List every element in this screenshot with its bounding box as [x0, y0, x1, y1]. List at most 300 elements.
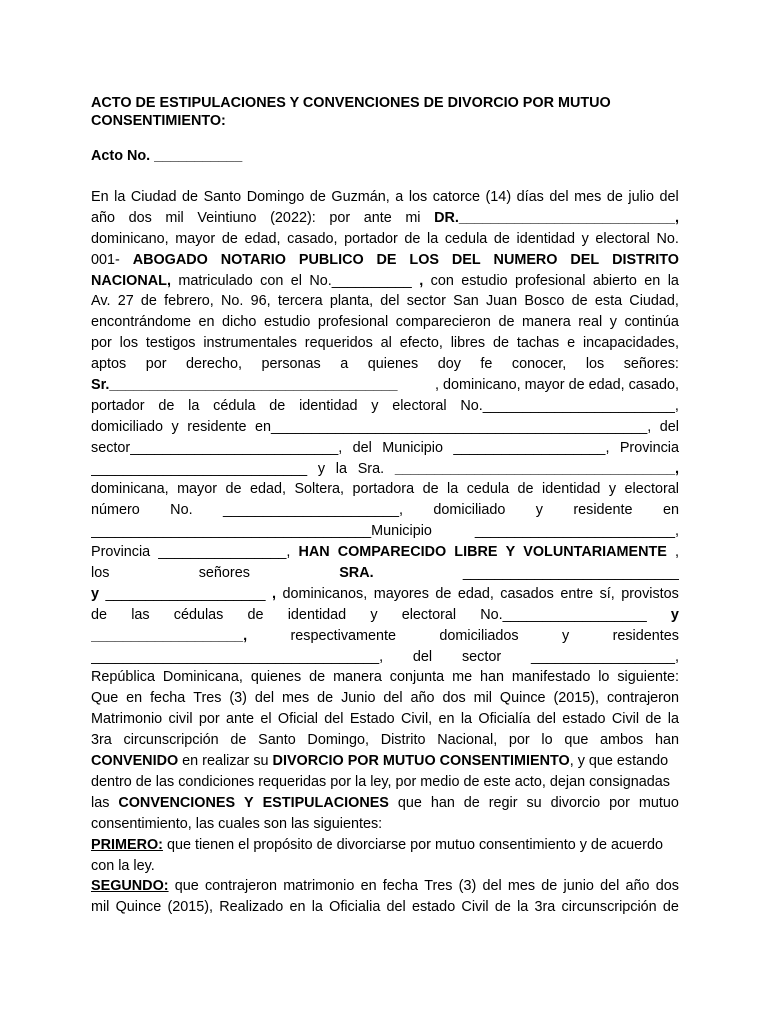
text-run: manera: [333, 669, 382, 686]
text-run: lo: [541, 732, 553, 749]
text-run: la: [667, 711, 679, 728]
text-run: aptos: [91, 356, 127, 373]
text-run: Y: [244, 794, 254, 811]
text-run: y: [171, 418, 179, 435]
text-run: domiciliado: [91, 418, 163, 435]
text-run: que: [397, 794, 422, 811]
text-run: (2015),: [553, 690, 600, 707]
text-run: En: [91, 189, 109, 205]
text-run: NUMERO: [493, 251, 558, 268]
text-run: No.: [170, 502, 193, 519]
text-run: las: [131, 606, 150, 623]
text-run: Guzmán,: [331, 189, 390, 205]
text-run: mutuo: [638, 794, 679, 811]
text-run: mayor: [177, 481, 218, 498]
text-run: estudio: [263, 314, 311, 331]
text-run: en realizar su: [178, 753, 273, 770]
text-run: con: [260, 272, 284, 289]
text-run: casado,: [287, 230, 338, 247]
text-run: San: [453, 293, 479, 310]
text-run: mes: [574, 189, 602, 205]
text-run: por: [145, 356, 167, 373]
text-run: residentes: [612, 627, 679, 644]
text-run: de: [91, 606, 108, 623]
text-line: [91, 417, 679, 438]
text-run: edad,: [244, 230, 281, 247]
text-run: divorcio: [550, 794, 601, 811]
text-run: por: [508, 732, 530, 749]
text-run: que: [564, 732, 589, 749]
text-run: la: [188, 397, 200, 414]
text-line: [91, 187, 679, 208]
text-run: derecho,: [186, 356, 243, 373]
text-run: la: [335, 460, 347, 477]
text-line: [91, 835, 679, 856]
text-run: COMPARECIDO: [337, 544, 447, 561]
text-run: regir: [488, 794, 518, 811]
text-run: LIBRE: [454, 544, 498, 561]
text-run: mil: [91, 899, 110, 916]
text-run: del: [383, 690, 403, 707]
text-run: electoral: [595, 230, 650, 247]
text-run: febrero,: [164, 293, 214, 310]
text-run: identidad: [542, 481, 601, 498]
text-line: [91, 459, 679, 480]
text-run: 3ra: [534, 899, 556, 916]
text-run: del: [352, 439, 372, 456]
text-run: Domingo: [246, 189, 305, 205]
text-run: planta,: [329, 293, 374, 310]
text-run: (2022):: [270, 209, 316, 226]
text-run: comparecieron: [395, 314, 491, 331]
text-run: y: [608, 481, 617, 498]
text-run: DIVORCIO POR MUTUO CONSENTIMIENTO: [272, 753, 570, 770]
text-run: manifestado: [511, 669, 591, 686]
text-run: respectivamente: [290, 627, 397, 644]
text-run: instrumentales: [203, 335, 297, 352]
text-line: [91, 375, 679, 396]
text-run: en: [438, 711, 455, 728]
text-run: del: [324, 711, 344, 728]
document-body: [91, 187, 679, 918]
text-run: mil: [473, 690, 492, 707]
text-run: provistos: [621, 585, 679, 602]
text-run: de: [230, 732, 247, 749]
text-line: [91, 333, 679, 354]
text-run: mes: [507, 878, 536, 895]
text-run: Quince: [499, 690, 546, 707]
text-line: [91, 438, 679, 459]
text-line: [91, 291, 679, 312]
text-run: sector: [406, 293, 446, 310]
text-run: 27: [117, 293, 134, 310]
text-run: domiciliados: [439, 627, 519, 644]
text-run: estudio: [461, 272, 508, 289]
text-run: y: [535, 502, 543, 519]
text-run: Sra.: [357, 460, 385, 477]
text-run: quienes: [250, 669, 302, 686]
text-run: con la ley.: [91, 857, 155, 874]
text-run: el: [290, 272, 302, 289]
text-run: ante: [226, 711, 255, 728]
text-run: personas: [261, 356, 321, 373]
text-run: Oficialia: [329, 899, 381, 916]
text-run: ___________________,: [453, 439, 610, 456]
text-line: [91, 876, 679, 897]
text-run: al: [380, 335, 392, 352]
text-run: y: [581, 230, 589, 247]
text-run: ___________________________: [462, 565, 679, 582]
text-run: estado: [562, 711, 606, 728]
text-run: Quince: [115, 899, 162, 916]
text-run: y: [317, 460, 326, 477]
text-run: dos: [442, 690, 466, 707]
text-run: de: [571, 293, 588, 310]
text-run: Estado: [349, 711, 395, 728]
text-run: a: [340, 356, 349, 373]
text-run: dos: [128, 209, 152, 226]
text-run: los: [408, 189, 428, 205]
text-run: DEL: [570, 251, 600, 268]
text-run: de: [541, 878, 558, 895]
text-run: portador: [344, 230, 398, 247]
text-run: y: [370, 606, 378, 623]
text-run: abierto: [592, 272, 637, 289]
text-run: residente: [187, 418, 247, 435]
text-run: profesional: [317, 314, 389, 331]
text-run: del: [549, 189, 569, 205]
text-line: [91, 647, 679, 668]
text-run: No.________________________,: [460, 397, 679, 414]
text-run: del: [600, 878, 620, 895]
text-run: en: [126, 690, 143, 707]
text-run: electoral: [392, 397, 447, 414]
text-run: dominicanos,: [282, 585, 368, 602]
text-run: días: [516, 189, 544, 205]
text-line: [91, 563, 679, 584]
text-run: contrajeron: [606, 690, 679, 707]
text-run: NOTARIO: [220, 251, 287, 268]
text-run: edad,: [457, 585, 494, 602]
text-run: Av.: [91, 293, 111, 310]
text-run: e: [567, 335, 576, 352]
text-run: de: [158, 397, 175, 414]
text-run: cedula: [444, 230, 488, 247]
text-run: la: [447, 481, 459, 498]
text-run: Santo: [258, 732, 296, 749]
text-run: ___________________________________Municipio: [91, 523, 432, 540]
text-run: matriculado: [178, 272, 253, 289]
text-run: por: [329, 209, 351, 226]
text-run: me: [452, 669, 473, 686]
text-run: Santo: [203, 189, 242, 205]
text-run: de: [309, 669, 326, 686]
text-run: fe: [480, 356, 493, 373]
text-run: CONVENIDO: [91, 753, 179, 770]
text-run: ambos: [600, 732, 644, 749]
text-run: No.: [220, 293, 244, 310]
text-run: de: [225, 481, 242, 498]
text-run: de: [435, 585, 452, 602]
text-run: Oficial: [277, 711, 318, 728]
text-run: de: [309, 189, 326, 205]
text-line: [91, 354, 679, 375]
text-run: del: [482, 878, 502, 895]
text-run: _________________________,: [474, 523, 679, 540]
text-run: la: [517, 899, 529, 916]
text-run: profesional: [515, 272, 586, 289]
text-line: [91, 793, 679, 814]
text-run: Juan: [485, 293, 518, 310]
text-run: han: [430, 794, 455, 811]
text-line: [91, 229, 679, 250]
text-run: de: [317, 690, 334, 707]
text-run: fecha: [150, 690, 186, 707]
text-run: conjunta: [389, 669, 445, 686]
text-line: [91, 521, 679, 542]
text-run: año: [625, 878, 650, 895]
text-run: Matrimonio: [91, 711, 163, 728]
text-run: contrajeron: [204, 878, 277, 895]
text-run: No.__________: [309, 272, 412, 289]
text-run: Tres: [424, 878, 453, 895]
text-run: conocer,: [511, 356, 567, 373]
text-run: la: [427, 230, 439, 247]
text-run: junio: [563, 878, 594, 895]
text-run: (3): [458, 878, 477, 895]
text-run: SEGUNDO:: [91, 878, 169, 895]
text-run: Municipio: [382, 439, 444, 456]
text-run: de: [662, 899, 679, 916]
text-run: Ciudad,: [629, 293, 679, 310]
text-run: doy: [437, 356, 461, 373]
text-line: [91, 312, 679, 333]
text-run: por: [91, 335, 112, 352]
text-run: Civil: [461, 899, 489, 916]
text-run: Ciudad: [130, 189, 177, 205]
text-run: Tres: [193, 690, 222, 707]
text-run: 96,: [250, 293, 271, 310]
text-run: encontrándome: [91, 314, 192, 331]
text-run: por: [609, 794, 630, 811]
text-run: por: [198, 711, 220, 728]
text-run: portadora: [352, 481, 415, 498]
text-line: [91, 605, 679, 626]
text-run: y: [670, 606, 679, 623]
text-run: PUBLICO: [298, 251, 364, 268]
text-run: esta: [594, 293, 623, 310]
text-line: [91, 751, 679, 772]
text-run: electoral: [624, 481, 679, 498]
text-run: en: [198, 314, 215, 331]
text-run: en: [360, 878, 377, 895]
text-run: casados: [500, 585, 554, 602]
text-run: dicho: [222, 314, 257, 331]
text-run: Oficialía: [478, 711, 531, 728]
text-run: con: [430, 272, 454, 289]
text-line: [91, 688, 679, 709]
text-run: Provincia: [91, 544, 151, 561]
text-run: que: [174, 878, 199, 895]
text-run: julio: [628, 189, 654, 205]
text-run: en_______________________________________________,: [255, 418, 652, 435]
text-run: Veintiuno: [197, 209, 257, 226]
text-run: señores:: [623, 356, 679, 373]
text-run: año: [91, 209, 116, 226]
text-run: año: [410, 690, 435, 707]
text-run: Que: [91, 690, 119, 707]
text-line: [91, 730, 679, 751]
text-run: VOLUNTARIAMENTE: [523, 544, 667, 561]
text-run: de: [606, 189, 623, 205]
text-run: de: [422, 481, 439, 498]
text-run: de: [492, 335, 509, 352]
text-run: del: [659, 189, 679, 205]
text-run: en: [644, 272, 661, 289]
text-run: ________________,: [158, 544, 291, 561]
text-run: consentimiento, las cuales son las siguientes:: [91, 815, 383, 832]
text-run: estado: [411, 899, 456, 916]
text-run: Bosco: [524, 293, 565, 310]
text-run: 3ra: [91, 732, 112, 749]
text-run: ___________________________: [91, 460, 308, 477]
text-run: identidad: [287, 606, 347, 623]
text-run: cédulas: [173, 606, 224, 623]
text-run: de: [498, 314, 515, 331]
text-run: los: [585, 356, 605, 373]
text-run: fecha: [382, 878, 419, 895]
document-title: ACTO DE ESTIPULACIONES Y CONVENCIONES DE DIVORCIO POR MUTUO CONSENTIMIENTO:: [91, 95, 611, 129]
text-run: mayor: [175, 230, 216, 247]
text-run: su: [526, 794, 542, 811]
text-line: [91, 856, 679, 877]
text-run: continúa: [624, 314, 679, 331]
text-run: del: [412, 648, 433, 665]
text-run: sector: [461, 648, 502, 665]
text-run: y: [561, 627, 570, 644]
text-run: mes: [282, 690, 310, 707]
text-run: CONVENCIONES: [118, 794, 236, 811]
text-run: entre: [560, 585, 594, 602]
text-run: DR.___________________________,: [434, 209, 679, 226]
text-line: [91, 667, 679, 688]
text-run: han: [480, 669, 505, 686]
text-run: ,: [272, 585, 276, 602]
text-run: Nacional,: [437, 732, 498, 749]
text-run: manera: [521, 314, 571, 331]
text-run: LOS: [409, 251, 439, 268]
text-run: (2015),: [167, 899, 214, 916]
text-line: [91, 271, 679, 292]
text-run: número: [91, 502, 140, 519]
text-run: Civil: [611, 711, 640, 728]
text-run: circunscripción: [123, 732, 219, 749]
text-run: los: [91, 565, 110, 582]
text-run: electoral: [401, 606, 457, 623]
text-run: ___________________________________,: [394, 460, 679, 477]
text-run: quienes: [367, 356, 419, 373]
text-run: dentro de las condiciones requeridas por la ley, por medio de este acto, dejan consignadas: [91, 773, 670, 790]
text-run: lo: [598, 669, 610, 686]
text-run: cédula: [213, 397, 256, 414]
text-run: testigos: [145, 335, 196, 352]
text-line: [91, 396, 679, 417]
text-run: ,: [675, 544, 679, 561]
text-line: [91, 709, 679, 730]
text-run: del: [386, 899, 406, 916]
text-run: de: [463, 794, 480, 811]
text-run: circunscripción: [561, 899, 657, 916]
text-run: Sr.____________________________________: [91, 377, 398, 394]
text-line: [91, 479, 679, 500]
text-line: [91, 250, 679, 271]
text-run: __________________,: [530, 648, 679, 665]
text-run: NACIONAL,: [91, 272, 171, 289]
text-run: de: [269, 397, 286, 414]
text-run: HAN: [298, 544, 330, 561]
text-run: libres: [450, 335, 486, 352]
text-run: ,: [419, 272, 424, 289]
text-run: edad,: [249, 481, 286, 498]
text-run: que tienen el propósito de divorciarse por mutuo consentimiento y de acuerdo: [162, 836, 663, 853]
text-run: de: [247, 606, 264, 623]
text-run: SRA.: [339, 565, 374, 582]
text-run: a: [395, 189, 404, 205]
text-line: [91, 772, 679, 793]
text-run: matrimonio: [283, 878, 355, 895]
text-run: portador: [91, 397, 145, 414]
text-run: identidad: [299, 397, 358, 414]
text-run: y: [609, 314, 617, 331]
text-line: [91, 626, 679, 647]
text-line: [91, 500, 679, 521]
text-run: DISTRITO: [612, 251, 679, 268]
text-run: No.__________________: [480, 606, 647, 623]
text-run: cedula: [466, 481, 510, 498]
text-run: en: [289, 899, 306, 916]
text-run: de: [494, 899, 511, 916]
text-run: de: [493, 230, 510, 247]
text-run: sector__________________________,: [91, 439, 343, 456]
text-run: Domingo,: [307, 732, 370, 749]
text-run: , y que estando: [569, 753, 669, 770]
text-run: señores: [198, 565, 250, 582]
text-run: tachas: [516, 335, 560, 352]
text-run: catorce: [432, 189, 480, 205]
text-run: No.: [656, 230, 679, 247]
text-run: domiciliado: [433, 502, 506, 519]
text-run: han: [654, 732, 679, 749]
text-run: (3): [229, 690, 247, 707]
text-run: ABOGADO: [132, 251, 208, 268]
text-run: DE: [376, 251, 397, 268]
text-run: de: [221, 230, 238, 247]
text-run: residente: [573, 502, 633, 519]
text-run: 001-: [91, 251, 120, 268]
text-line: [91, 542, 679, 563]
text-run: los: [119, 335, 139, 352]
text-run: de: [645, 711, 662, 728]
text-run: mil: [165, 209, 184, 226]
text-run: tercera: [277, 293, 323, 310]
text-run: siguiente:: [617, 669, 679, 686]
text-run: en: [662, 502, 679, 519]
text-run: Distrito: [380, 732, 426, 749]
text-run: Provincia: [619, 439, 679, 456]
text-run: Dominicana,: [162, 669, 243, 686]
text-run: de: [517, 481, 534, 498]
text-run: dominicana,: [91, 481, 169, 498]
